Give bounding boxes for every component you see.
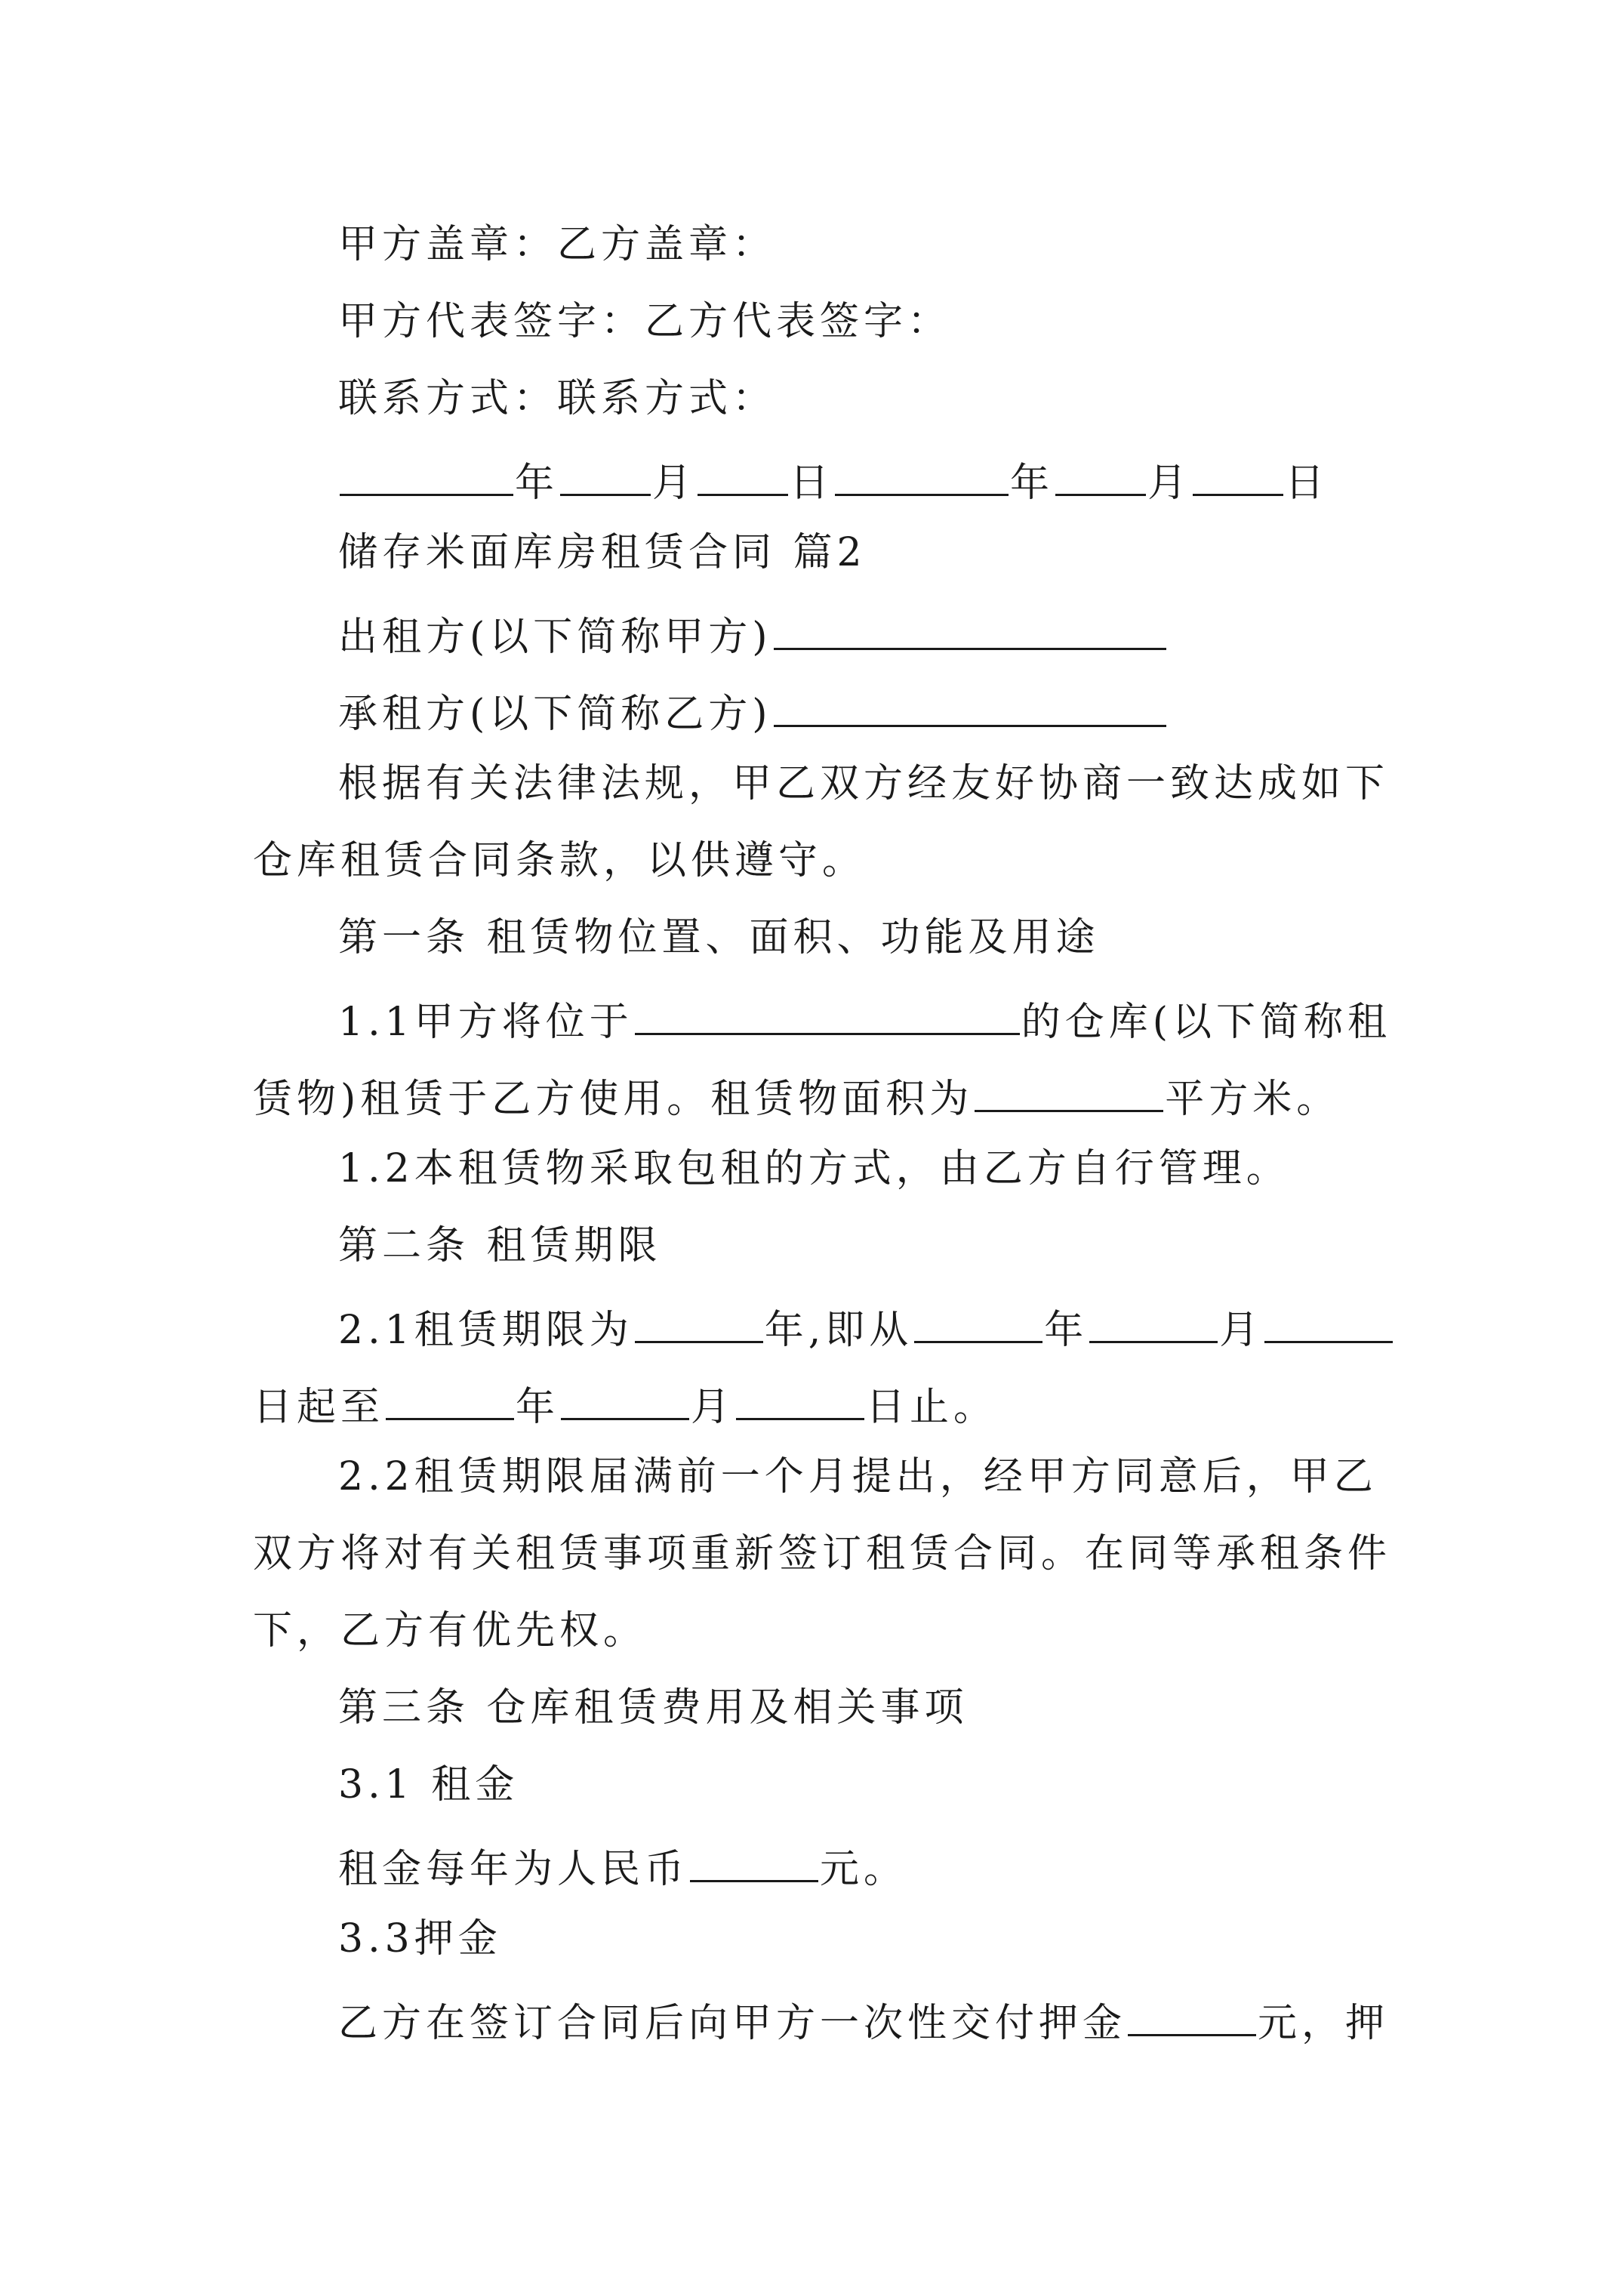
year-label: 年	[515, 461, 559, 506]
clause-2-1-line-1	[338, 1303, 1394, 1353]
representative-signature-line: 甲方代表签字：乙方代表签字：	[338, 299, 952, 344]
deposit-line	[338, 1996, 1390, 2046]
lessor-line	[338, 610, 1168, 660]
day-label: 日	[790, 461, 834, 506]
clause-text: 年	[1044, 1308, 1089, 1353]
clause-text: 赁物)租赁于乙方使用。租赁物面积为	[253, 1077, 974, 1122]
party-a-seal-line: 甲方盖章：乙方盖章：	[338, 222, 777, 267]
clause-text: 的仓库(以下简称租	[1021, 1000, 1391, 1045]
clause-text: 平方米。	[1165, 1077, 1341, 1122]
clause-3-3-heading: 3.3押金	[338, 1916, 502, 1962]
deposit-amount-blank	[1128, 1996, 1256, 2036]
clause-text: 月	[1219, 1308, 1264, 1353]
article-1-heading: 第一条 租赁物位置、面积、功能及用途	[338, 915, 1100, 960]
start-day-blank	[1264, 1303, 1393, 1343]
day-blank	[1193, 456, 1283, 496]
clause-3-1-heading: 3.1 租金	[338, 1762, 519, 1808]
day-label: 日	[1285, 461, 1329, 506]
lessor-blank	[774, 610, 1166, 650]
lessee-line	[338, 687, 1168, 737]
month-label: 月	[652, 461, 697, 506]
clause-2-2-line-2: 双方将对有关租赁事项重新签订租赁合同。在同等承租条件	[253, 1531, 1392, 1576]
end-month-blank	[561, 1380, 689, 1420]
year-label: 年	[1010, 461, 1055, 506]
rent-line	[338, 1842, 908, 1892]
clause-text: 日起至	[253, 1385, 385, 1430]
clause-text: 元，押	[1258, 2001, 1390, 2046]
clause-1-2: 1.2本租赁物采取包租的方式，由乙方自行管理。	[338, 1146, 1290, 1191]
clause-2-1-line-2	[253, 1380, 998, 1430]
clause-text: 年,即从	[764, 1308, 913, 1353]
clause-text: 2.1租赁期限为	[338, 1308, 633, 1353]
intro-paragraph-line-2: 仓库租赁合同条款，以供遵守。	[253, 838, 867, 883]
intro-paragraph-line-1: 根据有关法律法规，甲乙双方经友好协商一致达成如下	[338, 761, 1390, 806]
month-blank	[560, 456, 651, 496]
contract-title: 储存米面库房租赁合同 篇2	[338, 530, 867, 575]
start-year-blank	[914, 1303, 1042, 1343]
location-blank	[635, 995, 1020, 1035]
day-blank	[698, 456, 788, 496]
year-blank	[835, 456, 1009, 496]
month-blank	[1055, 456, 1146, 496]
lessee-label: 承租方(以下简称乙方)	[338, 692, 772, 737]
article-2-heading: 第二条 租赁期限	[338, 1223, 662, 1268]
clause-text: 乙方在签订合同后向甲方一次性交付押金	[338, 2001, 1127, 2046]
date-line	[338, 456, 1329, 506]
month-label: 月	[1147, 461, 1192, 506]
lessee-blank	[774, 687, 1166, 727]
clause-text: 1.1甲方将位于	[338, 1000, 633, 1045]
term-years-blank	[635, 1303, 763, 1343]
start-month-blank	[1089, 1303, 1218, 1343]
article-3-heading: 第三条 仓库租赁费用及相关事项	[338, 1685, 969, 1730]
clause-1-1-line-1	[338, 995, 1391, 1045]
clause-1-1-line-2	[253, 1072, 1341, 1122]
lessor-label: 出租方(以下简称甲方)	[338, 615, 772, 660]
clause-text: 年	[516, 1385, 560, 1430]
rent-amount-blank	[690, 1842, 818, 1882]
clause-2-2-line-1: 2.2租赁期限届满前一个月提出，经甲方同意后，甲乙	[338, 1454, 1378, 1499]
contact-line: 联系方式：联系方式：	[338, 376, 777, 421]
end-year-blank	[386, 1380, 514, 1420]
clause-text: 月	[691, 1385, 735, 1430]
end-day-blank	[736, 1380, 864, 1420]
clause-text: 日止。	[866, 1385, 998, 1430]
clause-2-2-line-3: 下，乙方有优先权。	[253, 1608, 648, 1653]
clause-text: 租金每年为人民币	[338, 1847, 689, 1892]
year-blank	[340, 456, 513, 496]
clause-text: 元。	[820, 1847, 908, 1892]
area-blank	[975, 1072, 1163, 1112]
